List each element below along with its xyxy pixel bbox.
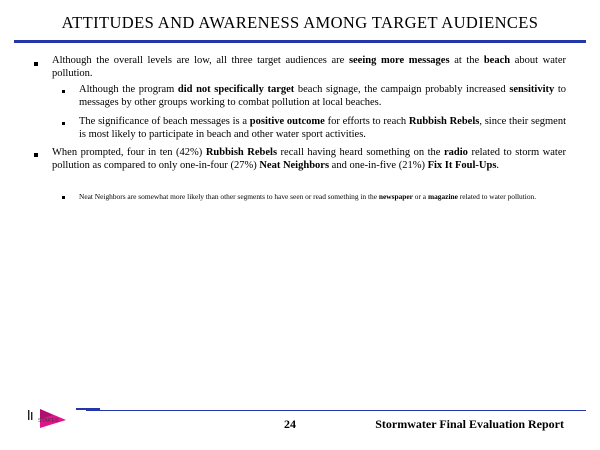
body-text: beach signage, the campaign probably increased — [294, 84, 510, 95]
emphasis-text: newspaper — [378, 192, 413, 201]
emphasis-text: radio — [444, 147, 468, 158]
body-text: Neat Neighbors are somewhat more likely than other segments to have seen or read something in the — [79, 192, 379, 201]
bullet-marker — [34, 153, 38, 157]
page-title: ATTITUDES AND AWARENESS AMONG TARGET AUDIENCES — [61, 13, 539, 32]
emphasis-text: positive outcome — [249, 116, 325, 127]
body-text: related to storm water pollution as compared to only one-in-four (27%) — [52, 147, 566, 171]
logo-bar — [28, 410, 29, 420]
emphasis-text: seeing more messages — [348, 55, 450, 66]
emphasis-text: Rubbish Rebels — [408, 116, 480, 127]
sub-bullet-marker — [62, 90, 65, 93]
body-text: related to water pollution. — [457, 192, 537, 201]
body-text: Although the program — [79, 84, 178, 95]
body-text: about water pollution. — [52, 55, 566, 79]
report-title: Stormwater Final Evaluation Report — [375, 417, 564, 431]
emphasis-text: magazine — [427, 192, 458, 201]
body-text: for efforts to reach — [324, 116, 409, 127]
body-text: , since their segment is most likely to participate in beach and other water sport activities. — [79, 116, 566, 140]
body-text: The significance of beach messages is a — [79, 116, 250, 127]
body-text: at the — [449, 55, 484, 66]
body-text: and one-in-five (21%) — [329, 160, 428, 171]
body-text: recall having heard something on the — [277, 147, 444, 158]
body-text: to messages by other groups working to combat pollution at local beaches. — [79, 84, 567, 108]
body-text: Although the overall levels are low, all three target audiences are — [52, 55, 349, 66]
sub-bullet-text — [79, 191, 566, 202]
bullet-marker — [34, 62, 38, 66]
emphasis-text: Fix It Foul-Ups — [427, 160, 497, 171]
emphasis-text: Neat Neighbors — [259, 160, 330, 171]
emphasis-text: Rubbish Rebels — [205, 147, 278, 158]
body-text: . — [496, 160, 500, 171]
emphasis-text: did not specifically target — [177, 84, 295, 95]
sub-bullet-marker — [62, 122, 65, 125]
emphasis-text: beach — [483, 55, 511, 66]
footer-rule — [86, 410, 586, 411]
sub-bullet-text — [79, 83, 566, 109]
bullet-text — [52, 146, 566, 172]
body-text: When prompted, four in ten (42%) — [52, 147, 206, 158]
sub-bullet-marker — [62, 196, 65, 199]
sub-bullet-text — [79, 115, 566, 141]
logo-bar — [31, 412, 32, 420]
emphasis-text: sensitivity — [509, 84, 555, 95]
body-text: or a — [412, 192, 428, 201]
page-number: 24 — [284, 417, 296, 431]
title-rule — [14, 40, 586, 43]
logo-text: STAKES — [38, 418, 59, 424]
bullet-text — [52, 54, 566, 80]
